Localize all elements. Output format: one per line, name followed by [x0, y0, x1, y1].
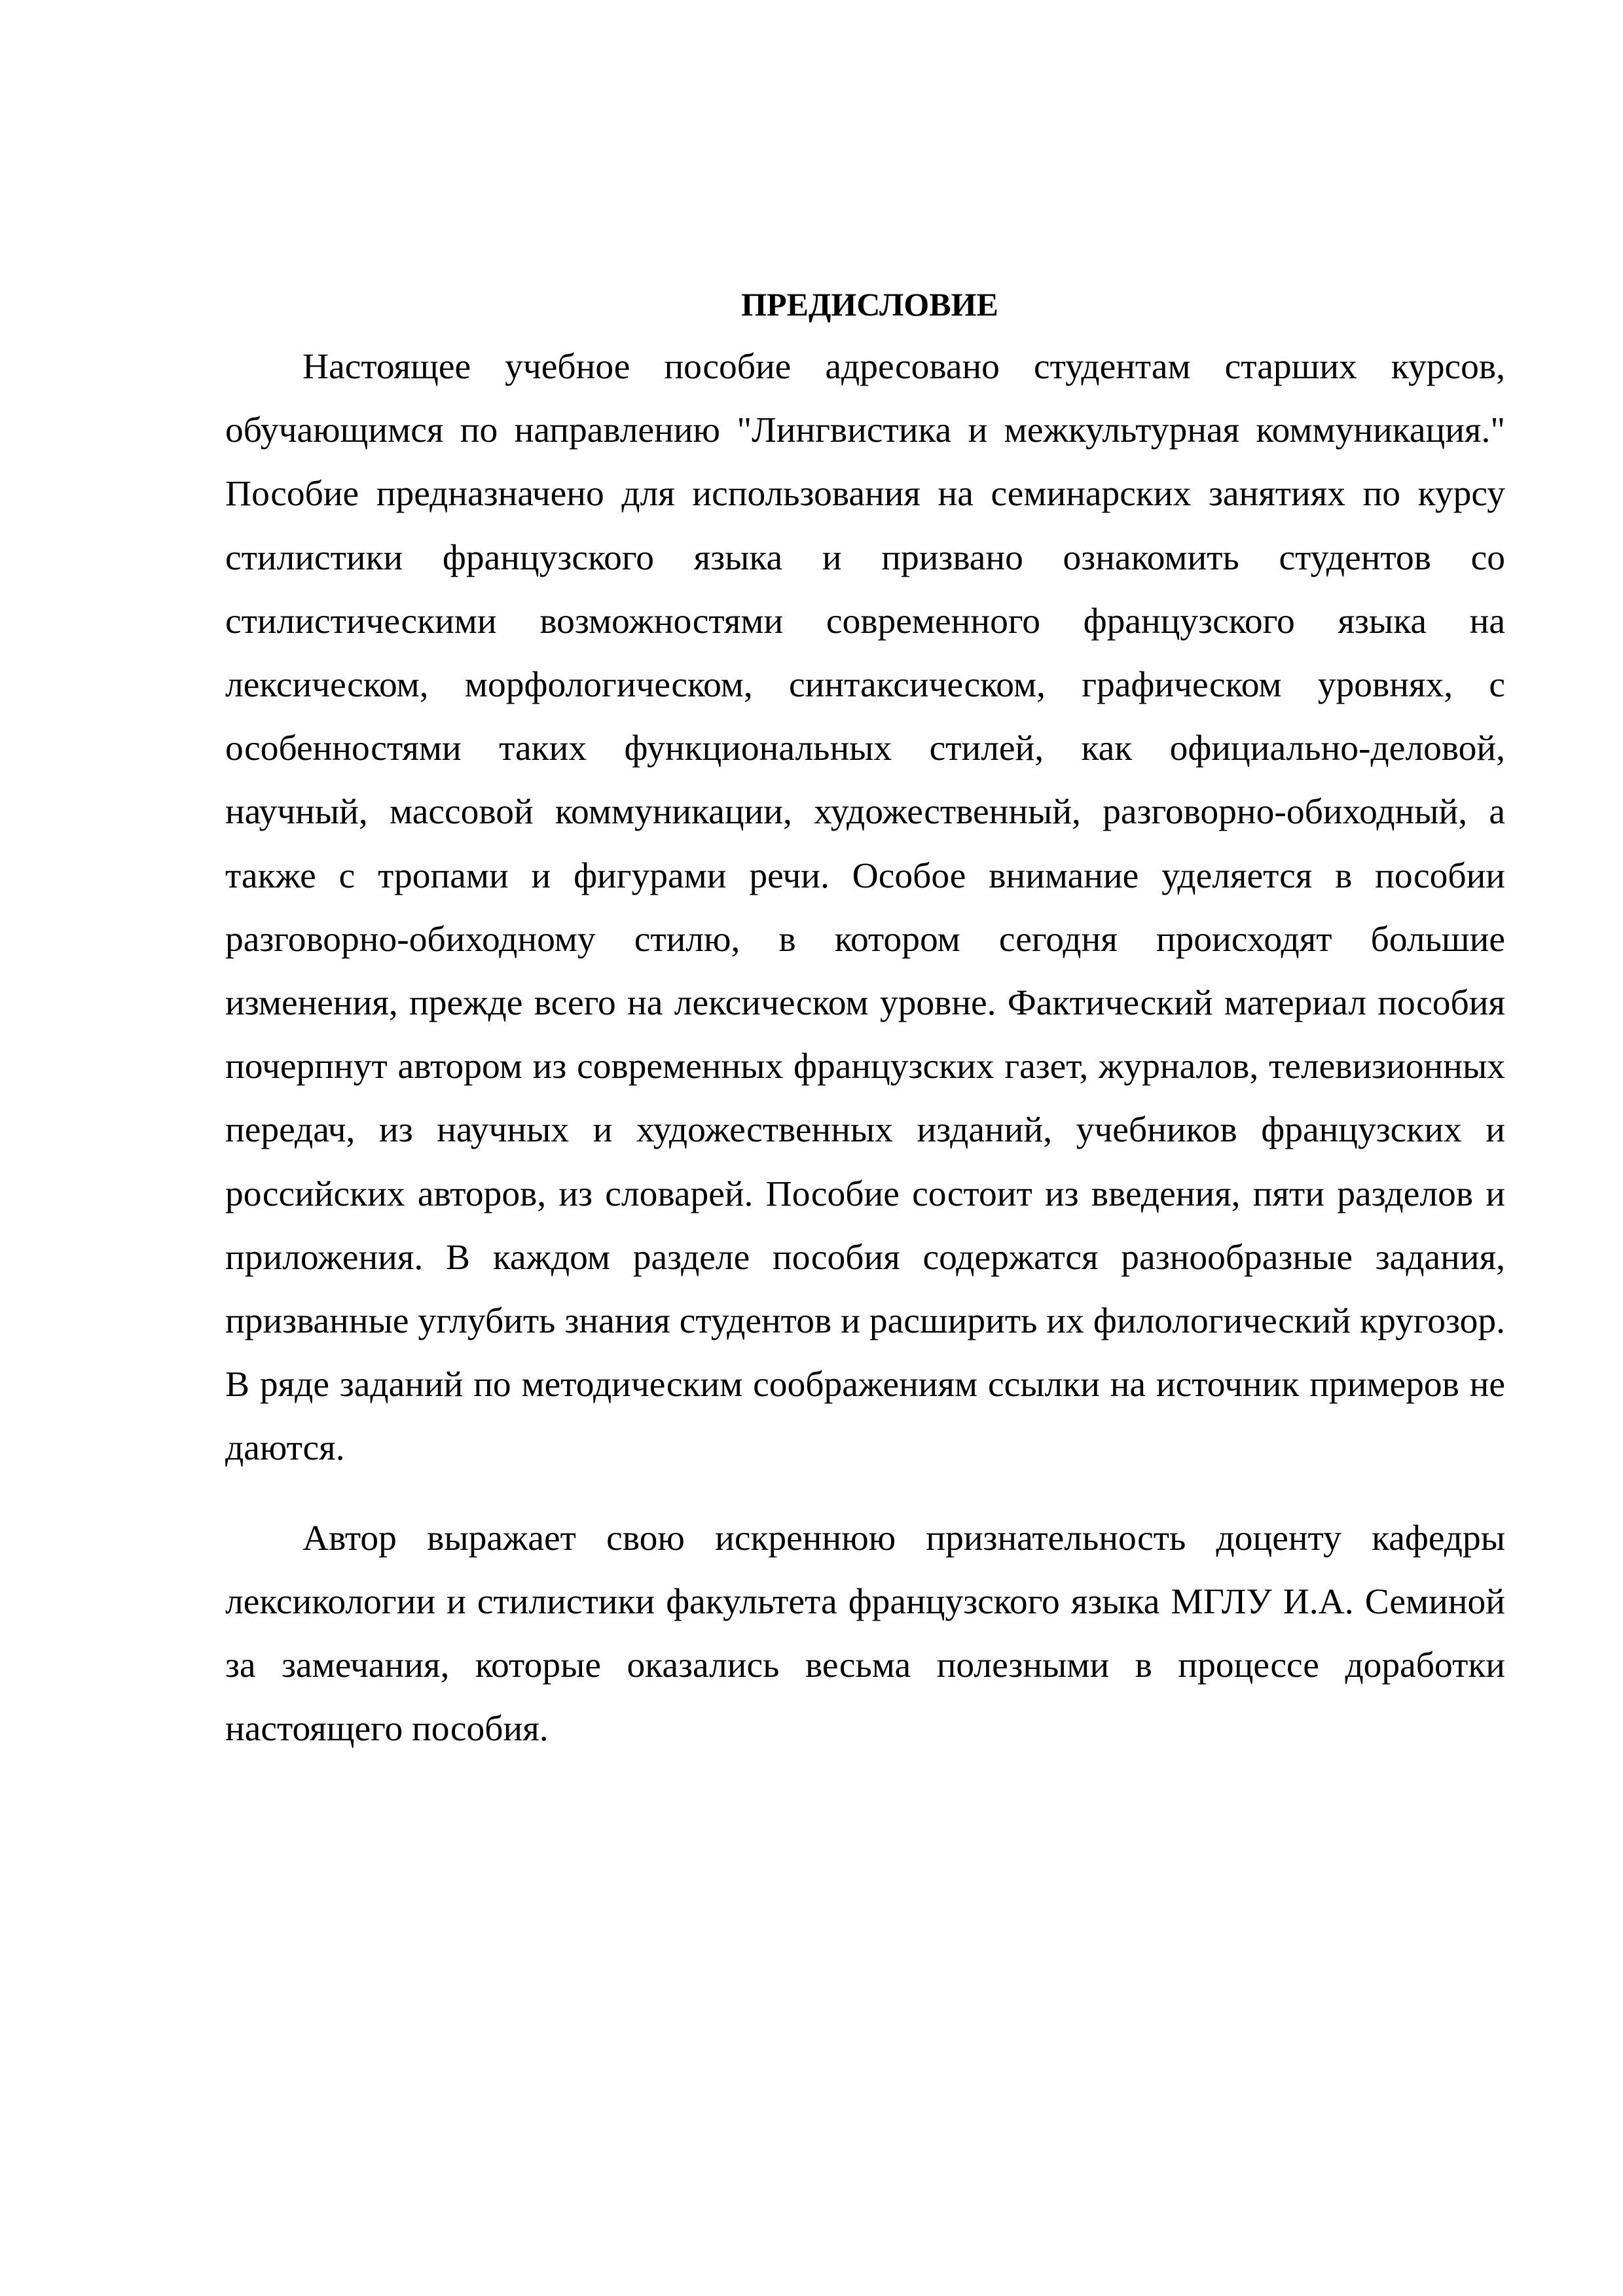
paragraph-acknowledgement: Автор выражает свою искреннюю признательность доценту кафедры лексикологии и стилистики факультета французского языка МГЛУ И.А. Семиной за замечания, которые оказались весьма полезными в процессе доработки настоящего пособия. — [225, 1518, 1505, 1749]
page-content — [225, 281, 1505, 1761]
paragraph-preface: Настоящее учебное пособие адресовано студентам старших курсов, обучающимся по направлению "Лингвистика и межкультурная коммуникация." Пособие предназначено для использования на семинарских занятиях по курсу стилистики французского языка и призвано ознакомить студентов со стилистическими возможностями современного французского языка на лексическом, морфологическом, синтаксическом, графическом уровнях, с особенностями таких функциональных стилей, как официально-деловой, научный, массовой коммуникации, художественный, разговорно-обиходный, а также с тропами и фигурами речи. Особое внимание уделяется в пособии разговорно-обиходному стилю, в котором сегодня происходят большие изменения, прежде всего на лексическом уровне. Фактический материал пособия почерпнут автором из современных французских газет, журналов, телевизионных передач, из научных и художественных изданий, учебников французских и российских авторов, из словарей. Пособие состоит из введения, пяти разделов и приложения. В каждом разделе пособия содержатся разнообразные задания, призванные углубить знания студентов и расширить их филологический кругозор. В ряде заданий по методическим соображениям ссылки на источник примеров не даются. — [225, 347, 1505, 1469]
page-title: ПРЕДИСЛОВИЕ — [741, 286, 998, 323]
